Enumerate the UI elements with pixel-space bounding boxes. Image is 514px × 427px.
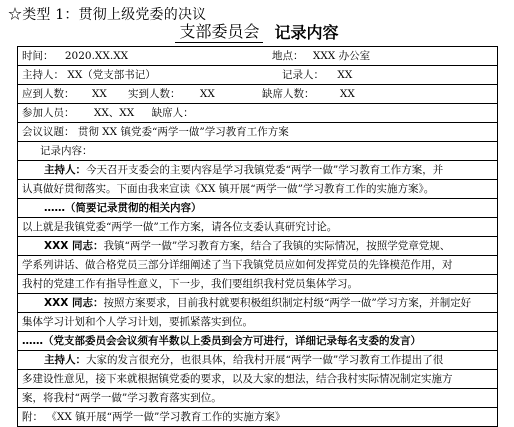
attachment-label: 附： [22,411,43,423]
p1-line2 [18,180,497,199]
p2-text: 以上就是我镇党委“两学一做”工作方案，请各位支委认真研究讨论。 [22,221,338,233]
time-value: 2020.XX.XX [64,50,129,62]
p3-speaker: XXX 同志： [44,240,104,252]
p3-text-1: 我镇“两学一做”学习教育方案，结合了我镇的实际情况，按照学党章党规、 [103,240,451,252]
absentees-label: 缺席人： [151,107,194,119]
actual-label: 实到人数： [128,88,181,100]
note1-line [18,199,497,218]
time-label: 时间： [22,50,54,62]
p2-line [18,218,497,237]
p4-text-2: 集体学习计划和个人学习计划，要抓紧落实到位。 [22,316,253,328]
record-label-line [18,142,497,161]
attendees-value: XX、XX [93,107,135,119]
location-value: XXX 办公室 [312,50,371,62]
p4-text-1: 按照方案要求，目前我村就要积极组织制定村级“两学一做”学习方案，并制定好 [103,297,472,309]
note1: ……（简要记录贯彻的相关内容） [44,202,202,214]
p5-text-3: 案，将我村“两学一做”学习教育落实到位。 [22,392,222,404]
p4-line1 [18,294,497,313]
p4-line2 [18,313,497,332]
p3-line2 [18,256,497,275]
row-attendees [18,104,497,123]
topic-value: 贯彻 XX 镇党委“两学一做”学习教育工作方案 [77,126,289,138]
p5-line2 [18,370,497,389]
title-main: 记录内容 [274,23,339,42]
location-label: 地点： [272,50,304,62]
record-label: 记录内容： [40,145,93,157]
recorder-value: XX [337,69,353,81]
p1-text-1: 今天召开支委会的主要内容是学习我镇党委“两学一做”学习教育工作方案，并 [86,164,444,176]
p5-text-1: 大家的发言很充分，也很具体，给我村开展“两学一做”学习教育工作提出了很 [86,354,444,366]
attachment-line [18,408,497,426]
p4-speaker: XXX 同志： [44,297,104,309]
row-host-recorder [18,66,497,85]
p5-speaker: 主持人： [44,354,86,366]
title-unit: 支部委员会 [175,22,263,43]
recorder-label: 记录人： [282,69,324,81]
record-table [17,46,498,427]
host-value: XX（党支部书记） [67,69,156,81]
record-title [0,22,514,46]
p5-line1 [18,351,497,370]
p3-text-3: 我村的党建工作有指导性意义，下一步，我们要组织我村党员集体学习。 [22,278,358,290]
p5-line3 [18,389,497,408]
attendees-label: 参加人员： [22,107,75,119]
expected-label: 应到人数： [22,88,75,100]
actual-value: XX [199,88,215,100]
host-label: 主持人： [22,69,64,81]
p3-text-2: 学系列讲话、做合格党员三部分详细阐述了当下我镇党员应如何发挥党员的先锋模范作用，对 [22,259,453,271]
note2-line [18,332,497,351]
p1-line1 [18,161,497,180]
topic-label: 会议议题： [22,126,75,138]
expected-value: XX [91,88,107,100]
p1-speaker: 主持人： [44,164,86,176]
absent-count-label: 缺席人数： [262,88,315,100]
attachment-value: 《XX 镇开展“两学一做”学习教育工作的实施方案》 [46,411,286,423]
section-heading: ☆类型 1：贯彻上级党委的决议 [8,7,207,23]
row-time-location [18,47,497,66]
row-topic [18,123,497,142]
absent-count-value: XX [339,88,355,100]
p1-text-2: 认真做好贯彻落实。下面由我来宣读《XX 镇开展“两学一做”学习教育工作的实施方案》。 [22,183,435,195]
note2: ……（党支部委员会会议须有半数以上委员到会方可进行，详细记录每名支委的发言） [22,335,421,347]
p3-line1 [18,237,497,256]
p3-line3 [18,275,497,294]
row-attendance-counts [18,85,497,104]
p5-text-2: 多建设性意见，接下来就根据镇党委的要求，以及大家的想法，结合我村实际情况制定实施方 [22,373,453,385]
